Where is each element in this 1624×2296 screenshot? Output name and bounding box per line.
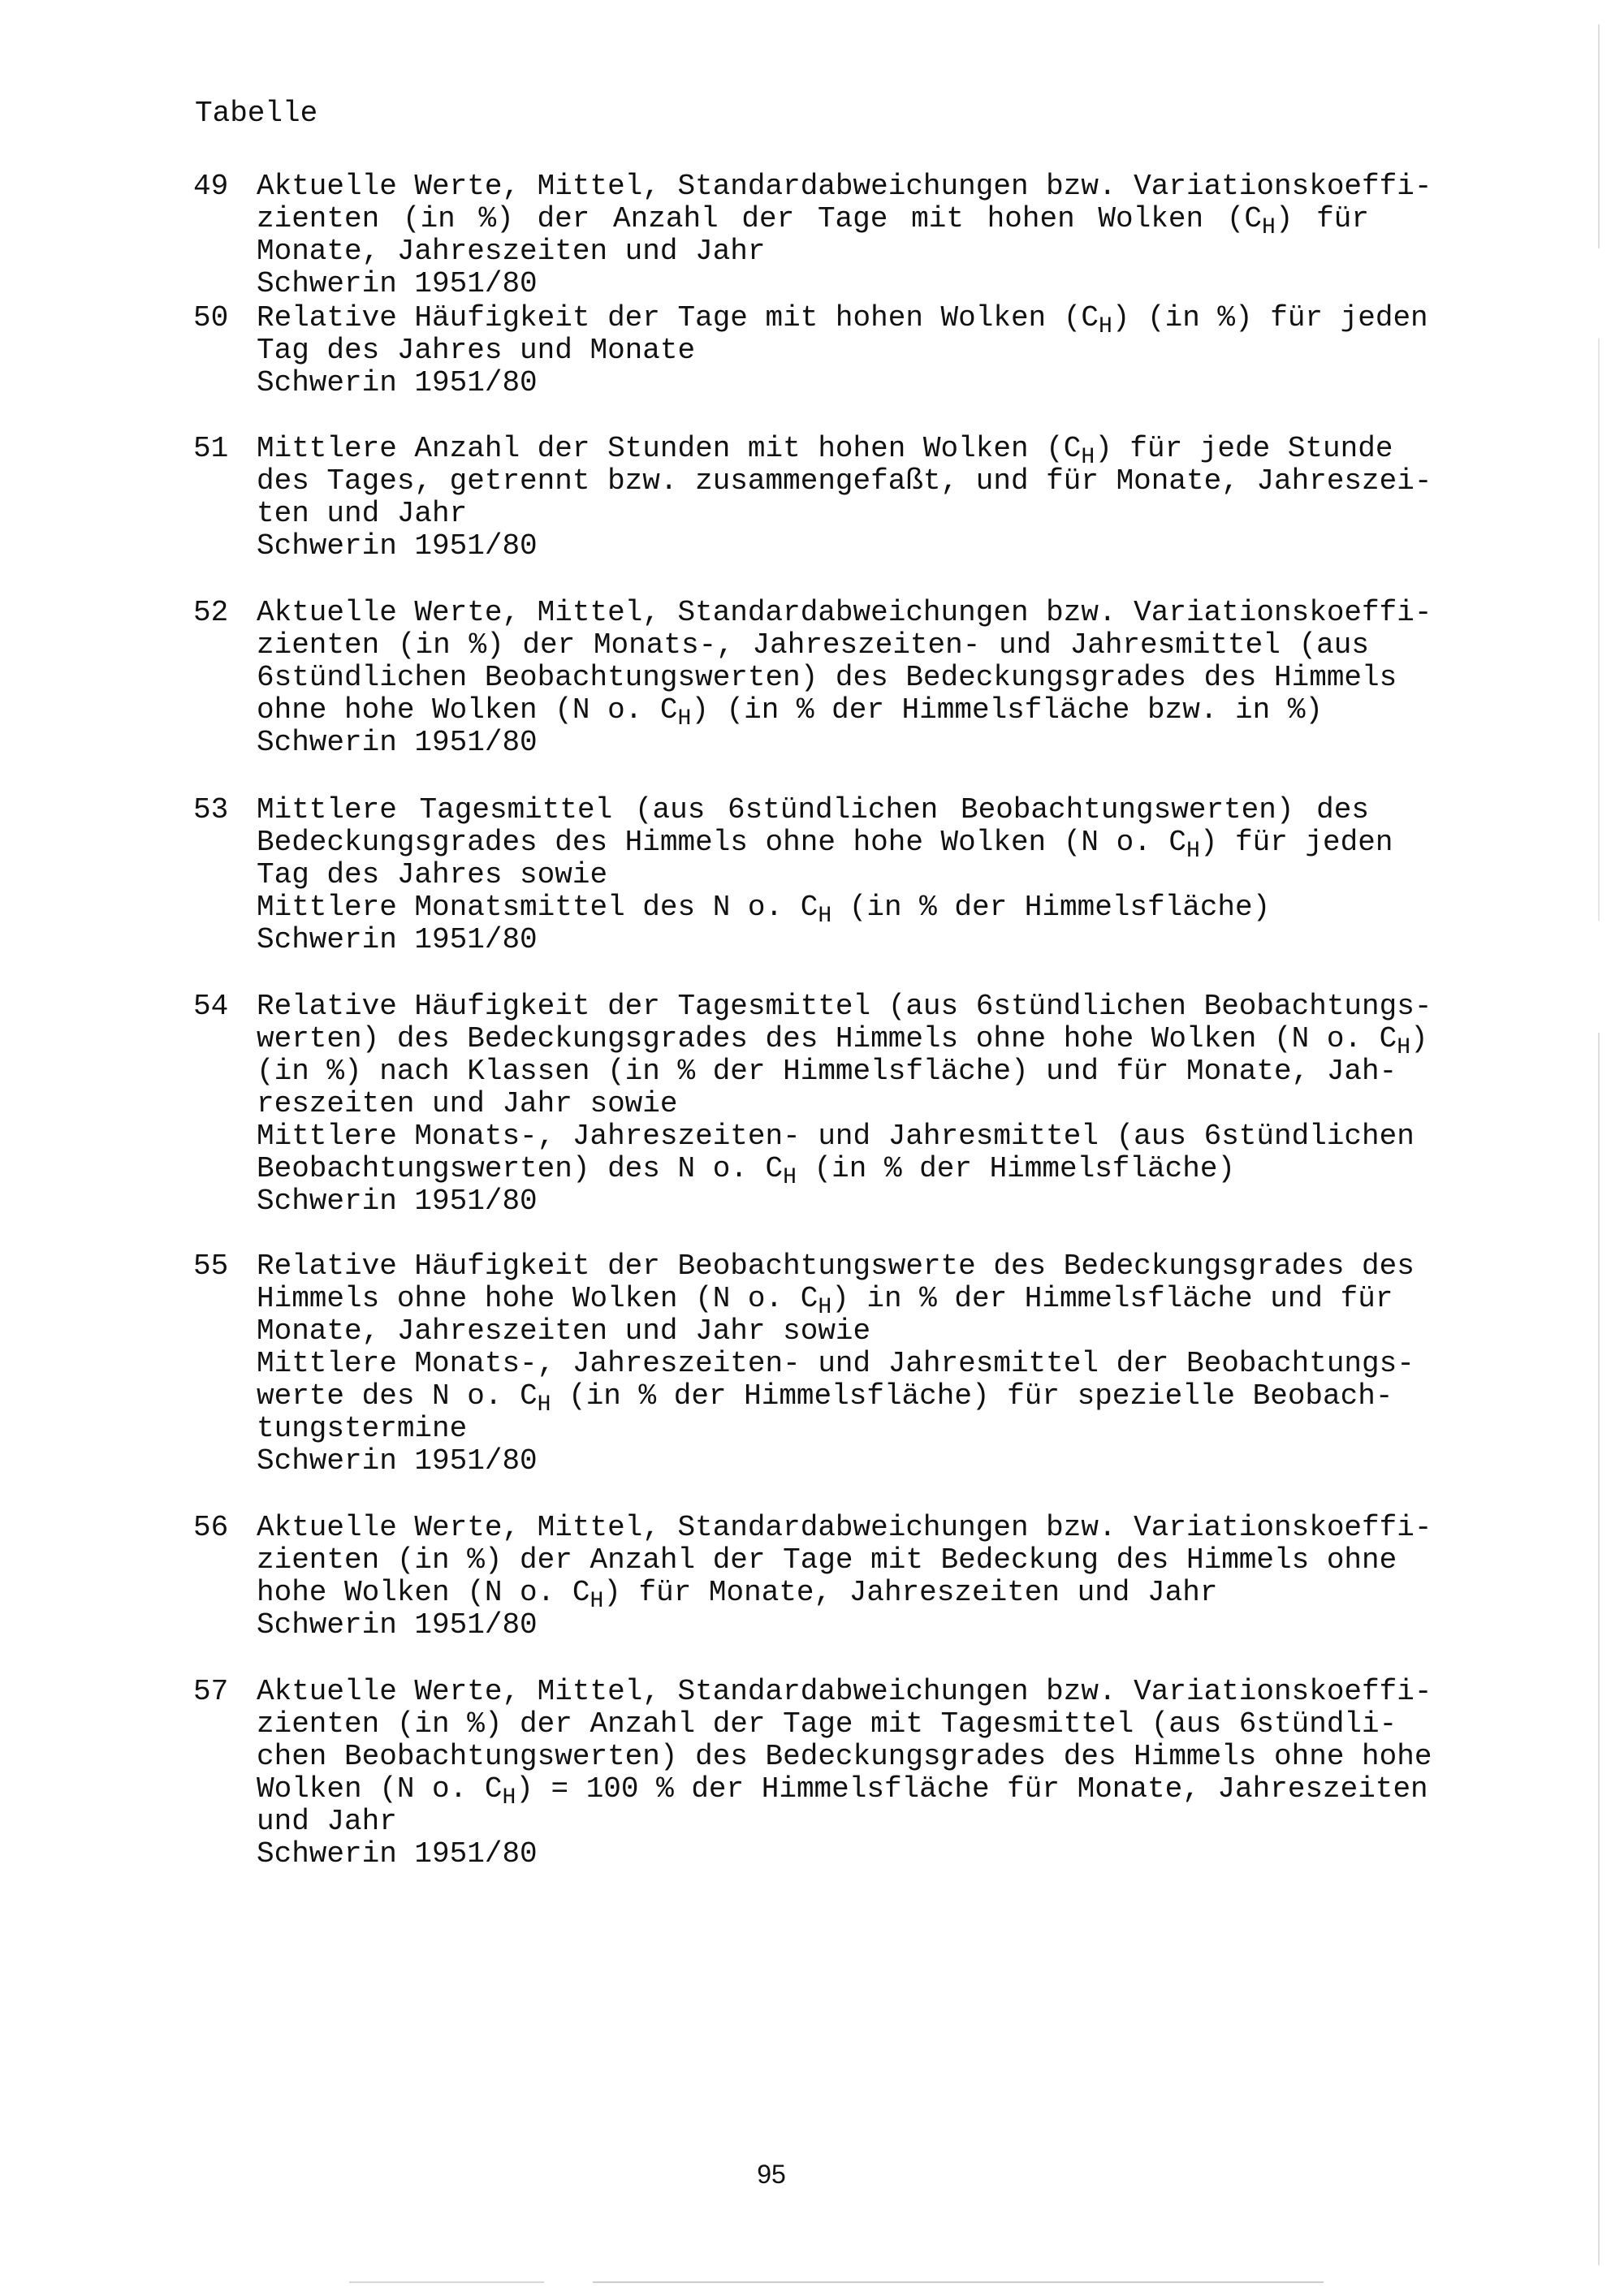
entry-line: Mittlere Monatsmittel des N o. $C_H$ (in % der Himmelsfläche) [257,891,1271,930]
entry-line: Mittlere Tagesmittel (aus 6stündlichen Beobachtungswerten) des [257,793,1369,826]
entry-line: ten und Jahr [257,497,468,530]
entry-number: 56 [193,1511,229,1544]
entry-number: 57 [193,1675,229,1708]
entry-line: Relative Häufigkeit der Tage mit hohen Wolken $(C_H)$ (in %) für jeden [257,301,1428,340]
entry-number: 51 [193,432,229,465]
entry-description [257,432,1432,563]
entry-line: Schwerin 1951/80 [257,529,538,563]
entry-line: Mittlere Monats-, Jahreszeiten- und Jahresmittel (aus 6stündlichen [257,1120,1415,1153]
entry-line: Tag des Jahres sowie [257,858,608,891]
entry-line: Schwerin 1951/80 [257,1837,538,1871]
entry-number: 49 [193,170,229,203]
entry-line: Schwerin 1951/80 [257,1185,538,1218]
entry-description [257,1511,1432,1642]
entry-line: (in %) nach Klassen (in % der Himmelsfläche) und für Monate, Jah- [257,1055,1397,1088]
entry-line: Schwerin 1951/80 [257,1608,538,1642]
entry-line: Schwerin 1951/80 [257,366,538,399]
entry-number: 53 [193,793,229,826]
entry-line: Relative Häufigkeit der Beobachtungswerte des Bedeckungsgrades des [257,1249,1415,1283]
entry-description [257,1675,1432,1871]
scan-bottom-artifact [349,2281,1324,2283]
entry-line: des Tages, getrennt bzw. zusammengefaßt, und für Monate, Jahreszei- [257,464,1432,498]
entry-line: ohne hohe Wolken (N o. $C_H$) (in % der Himmelsfläche bzw. in %) [257,693,1324,732]
entry-line: zienten (in %) der Anzahl der Tage mit Bedeckung des Himmels ohne [257,1543,1397,1577]
entry-line: Aktuelle Werte, Mittel, Standardabweichungen bzw. Variationskoeffi- [257,1675,1432,1708]
entry-line: zienten (in %) der Anzahl der Tage mit Tagesmittel (aus 6stündli- [257,1707,1397,1741]
entry-number: 55 [193,1249,229,1283]
page-heading: Tabelle [195,97,318,130]
entry-line: Mittlere Monats-, Jahreszeiten- und Jahresmittel der Beobachtungs- [257,1347,1415,1380]
entry-number: 50 [193,301,229,334]
entry-number: 54 [193,990,229,1023]
entry-line: Schwerin 1951/80 [257,923,538,956]
entry-line: Tag des Jahres und Monate [257,334,696,367]
entry-line: Schwerin 1951/80 [257,267,538,300]
entry-line: Wolken (N o. $C_H) = 100$ % der Himmelsfläche für Monate, Jahreszeiten [257,1772,1428,1811]
entry-line: Aktuelle Werte, Mittel, Standardabweichungen bzw. Variationskoeffi- [257,170,1432,203]
entry-line: Himmels ohne hohe Wolken (N o. $C_H$) in % der Himmelsfläche und für [257,1282,1393,1321]
entry-line: zienten (in %) der Anzahl der Tage mit hohen Wolken $(C_H)$ für [257,202,1369,241]
entry-line: werte des N o. $C_H$ (in % der Himmelsfläche) für spezielle Beobach- [257,1379,1393,1418]
page-number: 95 [757,2160,786,2189]
entry-line: Schwerin 1951/80 [257,726,538,759]
entry-line: Bedeckungsgrades des Himmels ohne hohe Wolken (N o. $C_H$) für jeden [257,826,1393,865]
entry-line: Schwerin 1951/80 [257,1444,538,1478]
entry-description [257,990,1432,1218]
entry-line: Monate, Jahreszeiten und Jahr sowie [257,1314,871,1348]
entry-line: Mittlere Anzahl der Stunden mit hohen Wolken $(C_H)$ für jede Stunde [257,432,1393,471]
entry-line: werten) des Bedeckungsgrades des Himmels ohne hohe Wolken (N o. $C_H$) [257,1022,1428,1061]
entry-line: Aktuelle Werte, Mittel, Standardabweichungen bzw. Variationskoeffi- [257,1511,1432,1544]
entry-line: chen Beobachtungswerten) des Bedeckungsgrades des Himmels ohne hohe [257,1740,1432,1773]
entry-description [257,170,1432,300]
entry-description [257,596,1432,759]
entry-description [257,301,1428,399]
entry-line: tungstermine [257,1412,468,1445]
entry-line: Aktuelle Werte, Mittel, Standardabweichungen bzw. Variationskoeffi- [257,596,1432,629]
entry-line: Relative Häufigkeit der Tagesmittel (aus 6stündlichen Beobachtungs- [257,990,1432,1023]
entry-line: 6stündlichen Beobachtungswerten) des Bedeckungsgrades des Himmels [257,661,1397,694]
entry-line: reszeiten und Jahr sowie [257,1087,678,1120]
entry-line: zienten (in %) der Monats-, Jahreszeiten- und Jahresmittel (aus [257,628,1369,662]
entry-line: und Jahr [257,1805,397,1838]
entry-description [257,1249,1415,1478]
entry-line: Beobachtungswerten) des N o. $C_H$ (in % der Himmelsfläche) [257,1152,1236,1191]
entry-line: Monate, Jahreszeiten und Jahr [257,235,766,268]
entry-line: hohe Wolken (N o. $C_H$) für Monate, Jahreszeiten und Jahr [257,1576,1218,1615]
entry-number: 52 [193,596,229,629]
entry-description [257,793,1393,956]
scan-edge-artifact [1598,24,1600,2265]
